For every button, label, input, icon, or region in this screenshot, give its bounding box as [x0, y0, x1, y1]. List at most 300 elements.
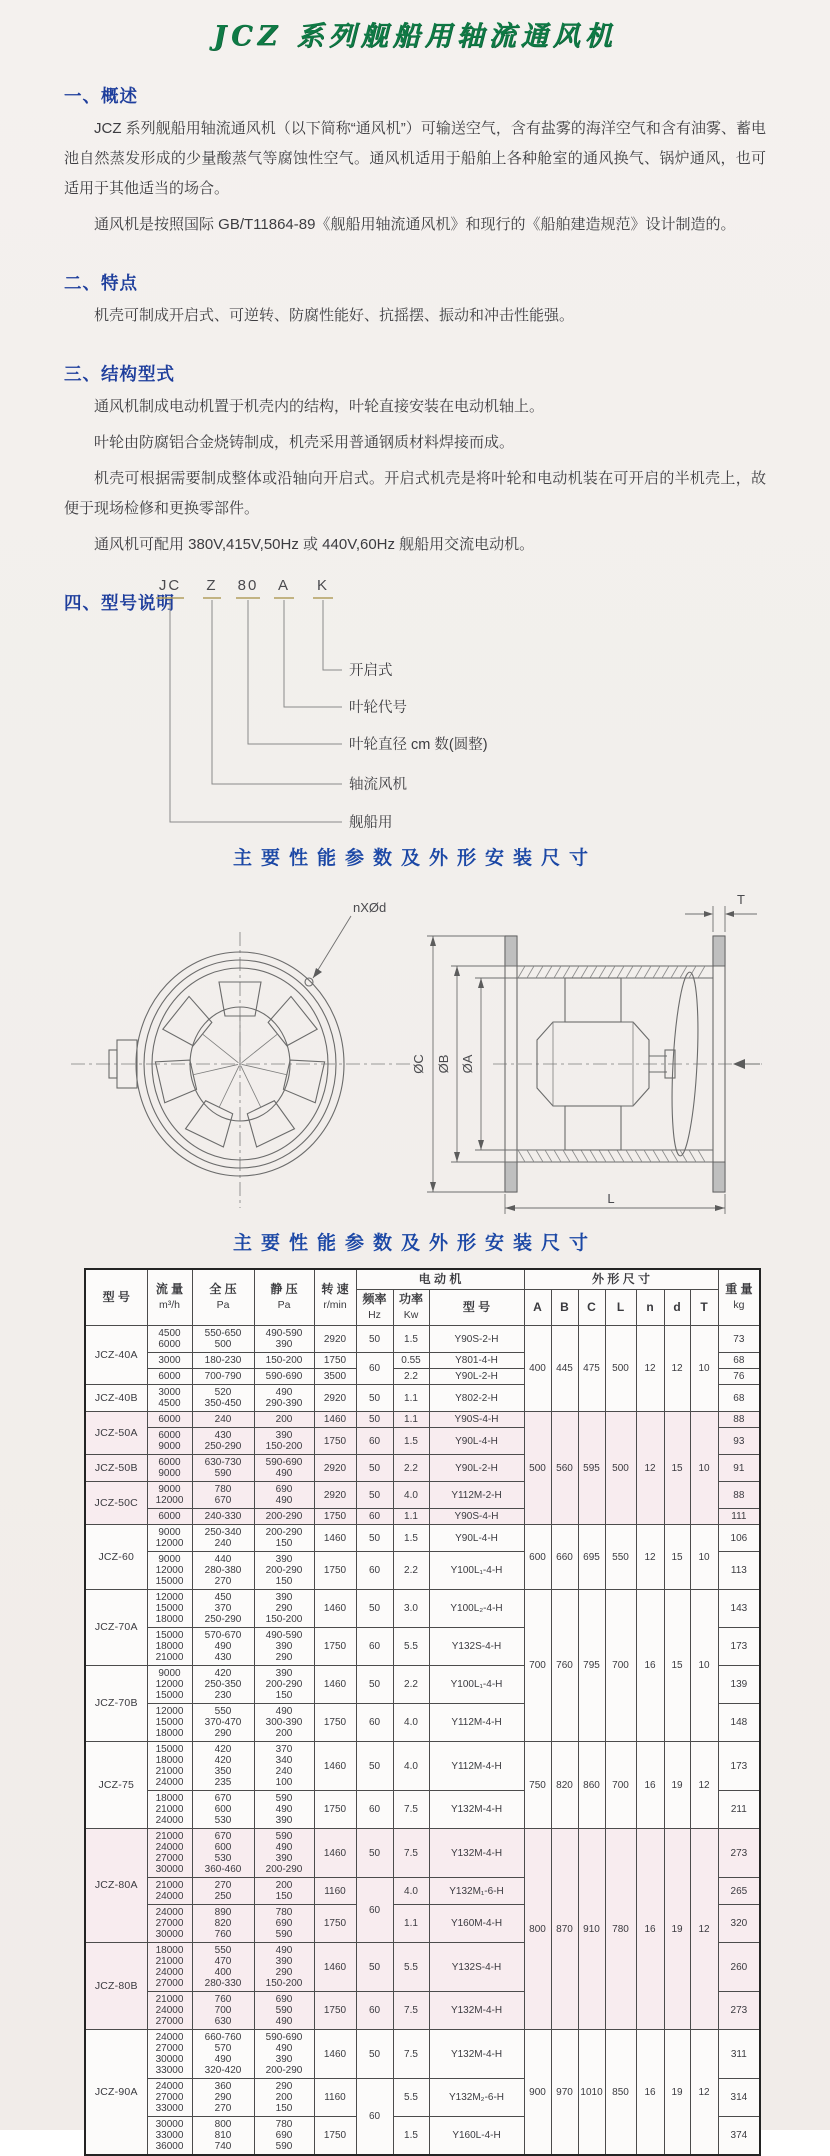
cell-static-pressure: 200-290 — [254, 1509, 314, 1525]
cell-frequency: 60 — [356, 1992, 393, 2030]
header-dim-n: n — [636, 1290, 664, 1326]
cell-weight: 173 — [718, 1628, 760, 1666]
cell-weight: 73 — [718, 1326, 760, 1353]
section-heading-structure: 三、结构型式 — [64, 364, 175, 384]
cell-dimension: 660 — [551, 1525, 578, 1590]
cell-power: 3.0 — [393, 1590, 429, 1628]
cell-power: 7.5 — [393, 1992, 429, 2030]
cell-flow: 21000 24000 27000 — [147, 1992, 192, 2030]
cell-frequency: 60 — [356, 1791, 393, 1829]
header-dim-l: L — [605, 1290, 636, 1326]
cell-speed: 1460 — [314, 1412, 356, 1428]
cell-flow: 6000 — [147, 1369, 192, 1385]
cell-static-pressure: 590-690 490 — [254, 1455, 314, 1482]
table-row — [85, 1412, 760, 1428]
model-code: A — [277, 577, 291, 594]
cell-static-pressure: 590 490 390 200-290 — [254, 1829, 314, 1878]
paragraph: 通风机制成电动机置于机壳内的结构，叶轮直接安装在电动机轴上。 — [94, 398, 545, 415]
header-flow: 流 量 m³/h — [147, 1269, 192, 1326]
header-dim-d: d — [664, 1290, 690, 1326]
model-code-label: 开启式 — [349, 663, 393, 679]
cell-motor-model: Y132M-4-H — [429, 2030, 524, 2079]
text-content — [0, 0, 830, 615]
cell-total-pressure: 570-670 490 430 — [192, 1628, 254, 1666]
cell-total-pressure: 550 470 400 280-330 — [192, 1943, 254, 1992]
cell-dimension: 795 — [578, 1590, 605, 1742]
cell-power: 7.5 — [393, 2030, 429, 2079]
cell-model: JCZ-60 — [85, 1525, 147, 1590]
model-code-diagram — [65, 552, 765, 840]
side-view — [493, 936, 762, 1192]
cell-power: 2.2 — [393, 1455, 429, 1482]
cell-flow: 6000 — [147, 1509, 192, 1525]
cell-dimension: 10 — [690, 1412, 718, 1525]
cell-weight: 374 — [718, 2117, 760, 2156]
cell-dimension: 16 — [636, 1590, 664, 1742]
motor-bracket-bottom — [565, 1106, 621, 1150]
cell-power: 1.1 — [393, 1905, 429, 1943]
cell-dimension: 12 — [636, 1326, 664, 1412]
cell-total-pressure: 520 350-450 — [192, 1385, 254, 1412]
cell-flow: 21000 24000 — [147, 1878, 192, 1905]
cell-flow: 6000 9000 — [147, 1455, 192, 1482]
cell-frequency: 50 — [356, 1943, 393, 1992]
cell-static-pressure: 780 690 590 — [254, 2117, 314, 2156]
cell-total-pressure: 450 370 250-290 — [192, 1590, 254, 1628]
cell-static-pressure: 590 490 390 — [254, 1791, 314, 1829]
model-code: 80 — [237, 577, 259, 594]
cell-static-pressure: 200 — [254, 1412, 314, 1428]
cell-motor-model: Y90S-2-H — [429, 1326, 524, 1353]
cell-static-pressure: 390 150-200 — [254, 1428, 314, 1455]
cell-dimension: 750 — [524, 1742, 551, 1829]
performance-heading-1: 主要性能参数及外形安装尺寸 — [232, 848, 597, 869]
cell-frequency: 50 — [356, 1829, 393, 1878]
cell-power: 2.2 — [393, 1369, 429, 1385]
cell-flow: 9000 12000 — [147, 1482, 192, 1509]
cell-speed: 1750 — [314, 2117, 356, 2156]
performance-table-body — [85, 1326, 760, 2156]
cell-power: 4.0 — [393, 1878, 429, 1905]
cell-dimension: 560 — [551, 1412, 578, 1525]
header-motor-group: 电 动 机 — [356, 1269, 524, 1290]
cell-motor-model: Y90L-4-H — [429, 1428, 524, 1455]
cell-power: 5.5 — [393, 1943, 429, 1992]
cell-model: JCZ-70B — [85, 1666, 147, 1742]
cell-speed: 1750 — [314, 1552, 356, 1590]
cell-static-pressure: 690 490 — [254, 1482, 314, 1509]
cell-power: 1.5 — [393, 2117, 429, 2156]
cell-weight: 106 — [718, 1525, 760, 1552]
cell-frequency: 50 — [356, 1385, 393, 1412]
cell-speed: 1750 — [314, 1905, 356, 1943]
cell-static-pressure: 590-690 490 390 200-290 — [254, 2030, 314, 2079]
header-dim-c: C — [578, 1290, 605, 1326]
cell-motor-model: Y112M-2-H — [429, 1482, 524, 1509]
header-model: 型 号 — [85, 1269, 147, 1326]
cell-frequency: 60 — [356, 1878, 393, 1943]
cell-speed: 1750 — [314, 1353, 356, 1369]
table-row — [85, 1829, 760, 1878]
cell-dimension: 860 — [578, 1742, 605, 1829]
fan-technical-drawing — [65, 874, 765, 1222]
cell-dimension: 970 — [551, 2030, 578, 2156]
cell-flow: 24000 27000 33000 — [147, 2079, 192, 2117]
cell-weight: 68 — [718, 1353, 760, 1369]
cell-static-pressure: 290 200 150 — [254, 2079, 314, 2117]
paragraph: 通风机是按照国际 GB/T11864-89《舰船用轴流通风机》和现行的《船舶建造规范》设计制造的。 — [94, 216, 736, 233]
cell-weight: 148 — [718, 1704, 760, 1742]
dimension-label-t: T — [737, 892, 745, 907]
cell-static-pressure: 780 690 590 — [254, 1905, 314, 1943]
bolt-hole-marker — [305, 978, 313, 986]
cell-motor-model: Y132S-4-H — [429, 1628, 524, 1666]
cell-weight: 88 — [718, 1482, 760, 1509]
cell-flow: 6000 — [147, 1412, 192, 1428]
cell-speed: 1460 — [314, 1742, 356, 1791]
cell-dimension: 12 — [664, 1326, 690, 1412]
cell-speed: 1750 — [314, 1791, 356, 1829]
cell-dimension: 820 — [551, 1742, 578, 1829]
bolt-hole-label: nXØd — [353, 900, 387, 915]
cell-power: 1.1 — [393, 1412, 429, 1428]
header-dim-a: A — [524, 1290, 551, 1326]
cell-static-pressure: 200-290 150 — [254, 1525, 314, 1552]
performance-table — [84, 1268, 761, 2156]
cell-motor-model: Y90L-2-H — [429, 1455, 524, 1482]
cell-power: 4.0 — [393, 1704, 429, 1742]
cell-frequency: 50 — [356, 1412, 393, 1428]
cell-frequency: 50 — [356, 1525, 393, 1552]
table-row — [85, 1326, 760, 1353]
cell-motor-model: Y132M-4-H — [429, 1829, 524, 1878]
table-row — [85, 2030, 760, 2079]
table-row — [85, 1742, 760, 1791]
cell-total-pressure: 780 670 — [192, 1482, 254, 1509]
cell-total-pressure: 240-330 — [192, 1509, 254, 1525]
cell-dimension: 19 — [664, 2030, 690, 2156]
cell-speed: 1460 — [314, 1829, 356, 1878]
cell-speed: 1750 — [314, 1992, 356, 2030]
dimension-lines — [411, 892, 757, 1214]
model-code-label: 轴流风机 — [349, 777, 407, 793]
cell-dimension: 900 — [524, 2030, 551, 2156]
cell-power: 2.2 — [393, 1552, 429, 1590]
cell-dimension: 500 — [605, 1412, 636, 1525]
model-codes — [156, 577, 333, 598]
cell-power: 1.5 — [393, 1428, 429, 1455]
cell-motor-model: Y132S-4-H — [429, 1943, 524, 1992]
cell-model: JCZ-40B — [85, 1385, 147, 1412]
cell-motor-model: Y100L₂-4-H — [429, 1590, 524, 1628]
table-header — [85, 1269, 760, 1326]
cell-total-pressure: 660-760 570 490 320-420 — [192, 2030, 254, 2079]
cell-weight: 173 — [718, 1742, 760, 1791]
cell-total-pressure: 360 290 270 — [192, 2079, 254, 2117]
dimension-label-dia-b: ØB — [436, 1054, 451, 1074]
cell-dimension: 10 — [690, 1326, 718, 1412]
cell-speed: 3500 — [314, 1369, 356, 1385]
cell-model: JCZ-90A — [85, 2030, 147, 2156]
cell-total-pressure: 800 810 740 — [192, 2117, 254, 2156]
cell-speed: 1460 — [314, 1666, 356, 1704]
cell-total-pressure: 440 280-380 270 — [192, 1552, 254, 1590]
cell-static-pressure: 690 590 490 — [254, 1992, 314, 2030]
cell-dimension: 15 — [664, 1590, 690, 1742]
header-dim-t: T — [690, 1290, 718, 1326]
cell-total-pressure: 630-730 590 — [192, 1455, 254, 1482]
cell-total-pressure: 890 820 760 — [192, 1905, 254, 1943]
cell-dimension: 910 — [578, 1829, 605, 2030]
cell-dimension: 800 — [524, 1829, 551, 2030]
cell-total-pressure: 240 — [192, 1412, 254, 1428]
cell-frequency: 60 — [356, 1353, 393, 1385]
cell-static-pressure: 390 200-290 150 — [254, 1666, 314, 1704]
cell-speed: 1160 — [314, 2079, 356, 2117]
cell-motor-model: Y160L-4-H — [429, 2117, 524, 2156]
cell-total-pressure: 550 370-470 290 — [192, 1704, 254, 1742]
cell-static-pressure: 490-590 390 290 — [254, 1628, 314, 1666]
header-motor-model: 型 号 — [429, 1290, 524, 1326]
cell-dimension: 19 — [664, 1742, 690, 1829]
cell-total-pressure: 420 250-350 230 — [192, 1666, 254, 1704]
cell-motor-model: Y132M-4-H — [429, 1992, 524, 2030]
leader-lines — [170, 600, 342, 822]
cell-power: 1.1 — [393, 1509, 429, 1525]
cell-model: JCZ-80B — [85, 1943, 147, 2030]
cell-motor-model: Y801-4-H — [429, 1353, 524, 1369]
cell-motor-model: Y112M-4-H — [429, 1704, 524, 1742]
cell-motor-model: Y100L₁-4-H — [429, 1666, 524, 1704]
cell-dimension: 600 — [524, 1525, 551, 1590]
cell-static-pressure: 150-200 — [254, 1353, 314, 1369]
cell-static-pressure: 390 200-290 150 — [254, 1552, 314, 1590]
cell-power: 4.0 — [393, 1742, 429, 1791]
cell-frequency: 50 — [356, 1482, 393, 1509]
cell-dimension: 16 — [636, 1829, 664, 2030]
cell-dimension: 12 — [636, 1412, 664, 1525]
blade-profile — [668, 971, 702, 1156]
cell-speed: 1750 — [314, 1628, 356, 1666]
section-heading-overview: 一、概述 — [64, 86, 138, 106]
cell-frequency: 50 — [356, 2030, 393, 2079]
cell-frequency: 60 — [356, 1552, 393, 1590]
paragraph: 叶轮由防腐铝合金烧铸制成，机壳采用普通钢质材料焊接而成。 — [94, 434, 515, 451]
cell-motor-model: Y90S-4-H — [429, 1412, 524, 1428]
cell-flow: 9000 12000 — [147, 1525, 192, 1552]
cell-weight: 93 — [718, 1428, 760, 1455]
cell-motor-model: Y90L-2-H — [429, 1369, 524, 1385]
cell-motor-model: Y132M₂-6-H — [429, 2079, 524, 2117]
cell-model: JCZ-50A — [85, 1412, 147, 1455]
cell-dimension: 1010 — [578, 2030, 605, 2156]
cell-model: JCZ-80A — [85, 1829, 147, 1943]
cell-frequency: 60 — [356, 2079, 393, 2156]
cell-speed: 2920 — [314, 1455, 356, 1482]
cell-flow: 30000 33000 36000 — [147, 2117, 192, 2156]
cell-dimension: 700 — [605, 1590, 636, 1742]
cell-motor-model: Y132M₁-6-H — [429, 1878, 524, 1905]
cell-speed: 1750 — [314, 1704, 356, 1742]
performance-heading-2: 主要性能参数及外形安装尺寸 — [232, 1233, 597, 1254]
cell-weight: 68 — [718, 1385, 760, 1412]
cell-weight: 76 — [718, 1369, 760, 1385]
cell-power: 2.2 — [393, 1666, 429, 1704]
cell-dimension: 695 — [578, 1525, 605, 1590]
model-code-label: 叶轮代号 — [349, 700, 407, 716]
cell-weight: 91 — [718, 1455, 760, 1482]
header-dims-group: 外 形 尺 寸 — [524, 1269, 718, 1290]
model-code-label: 叶轮直径 cm 数(圆整) — [349, 737, 488, 753]
cell-power: 7.5 — [393, 1829, 429, 1878]
cell-dimension: 16 — [636, 2030, 664, 2156]
cell-total-pressure: 550-650 500 — [192, 1326, 254, 1353]
cell-static-pressure: 390 290 150-200 — [254, 1590, 314, 1628]
cell-speed: 1750 — [314, 1509, 356, 1525]
dimension-label-l: L — [607, 1191, 615, 1206]
cell-flow: 4500 6000 — [147, 1326, 192, 1353]
cell-frequency: 60 — [356, 1628, 393, 1666]
cell-flow: 9000 12000 15000 — [147, 1552, 192, 1590]
cell-weight: 111 — [718, 1509, 760, 1525]
cell-weight: 139 — [718, 1666, 760, 1704]
header-frequency: 频率 Hz — [356, 1290, 393, 1326]
cell-total-pressure: 430 250-290 — [192, 1428, 254, 1455]
cell-speed: 2920 — [314, 1385, 356, 1412]
paragraph: 机壳可根据需要制成整体或沿轴向开启式。开启式机壳是将叶轮和电动机装在可开启的半机壳上，故便于现场检修和更换零部件。 — [64, 470, 766, 517]
cell-speed: 1460 — [314, 1590, 356, 1628]
cell-dimension: 10 — [690, 1590, 718, 1742]
cell-motor-model: Y90S-4-H — [429, 1509, 524, 1525]
cell-flow: 15000 18000 21000 — [147, 1628, 192, 1666]
cell-flow: 6000 9000 — [147, 1428, 192, 1455]
model-code-label: 舰船用 — [349, 815, 393, 831]
cell-total-pressure: 180-230 — [192, 1353, 254, 1369]
paragraph: 机壳可制成开启式、可逆转、防腐性能好、抗摇摆、振动和冲击性能强。 — [94, 307, 575, 324]
cell-speed: 2920 — [314, 1326, 356, 1353]
cell-frequency: 60 — [356, 1428, 393, 1455]
cell-speed: 1460 — [314, 1943, 356, 1992]
cell-static-pressure: 490 390 290 150-200 — [254, 1943, 314, 1992]
cell-motor-model: Y90L-4-H — [429, 1525, 524, 1552]
cell-power: 1.5 — [393, 1326, 429, 1353]
cell-total-pressure: 760 700 630 — [192, 1992, 254, 2030]
cell-frequency: 60 — [356, 1509, 393, 1525]
cell-frequency: 50 — [356, 1326, 393, 1353]
cell-static-pressure: 490 290-390 — [254, 1385, 314, 1412]
cell-flow: 12000 15000 18000 — [147, 1704, 192, 1742]
cell-dimension: 15 — [664, 1412, 690, 1525]
cell-frequency: 60 — [356, 1704, 393, 1742]
cell-power: 1.5 — [393, 1525, 429, 1552]
cell-dimension: 780 — [605, 1829, 636, 2030]
cell-dimension: 500 — [605, 1326, 636, 1412]
cell-weight: 260 — [718, 1943, 760, 1992]
cell-dimension: 475 — [578, 1326, 605, 1412]
cell-speed: 1750 — [314, 1428, 356, 1455]
cell-weight: 273 — [718, 1992, 760, 2030]
cell-speed: 1460 — [314, 1525, 356, 1552]
cell-dimension: 400 — [524, 1326, 551, 1412]
header-dim-b: B — [551, 1290, 578, 1326]
cell-total-pressure: 670 600 530 — [192, 1791, 254, 1829]
cell-weight: 273 — [718, 1829, 760, 1878]
cell-dimension: 12 — [690, 1742, 718, 1829]
cell-speed: 1460 — [314, 2030, 356, 2079]
cell-static-pressure: 370 340 240 100 — [254, 1742, 314, 1791]
front-view — [71, 900, 413, 1208]
header-weight: 重 量 kg — [718, 1269, 760, 1326]
model-code: Z — [206, 577, 218, 594]
cell-flow: 24000 27000 30000 — [147, 1905, 192, 1943]
cell-power: 1.1 — [393, 1385, 429, 1412]
cell-flow: 3000 4500 — [147, 1385, 192, 1412]
cell-weight: 143 — [718, 1590, 760, 1628]
cell-model: JCZ-70A — [85, 1590, 147, 1666]
cell-frequency: 50 — [356, 1666, 393, 1704]
cell-flow: 18000 21000 24000 27000 — [147, 1943, 192, 1992]
paragraph: JCZ 系列舰船用轴流通风机（以下简称“通风机”）可输送空气，含有盐雾的海洋空气和含有油雾、蓄电池自然蒸发形成的少量酸蒸气等腐蚀性空气。通风机适用于船舶上各种舱室的通风换气、锅炉通风，也可适用于其他适当的场合。 — [64, 120, 766, 197]
cell-weight: 265 — [718, 1878, 760, 1905]
cell-dimension: 10 — [690, 1525, 718, 1590]
cell-speed: 2920 — [314, 1482, 356, 1509]
cell-dimension: 500 — [524, 1412, 551, 1525]
cell-motor-model: Y802-2-H — [429, 1385, 524, 1412]
header-speed: 转 速 r/min — [314, 1269, 356, 1326]
model-code-labels — [349, 662, 488, 831]
cell-dimension: 16 — [636, 1742, 664, 1829]
cell-weight: 88 — [718, 1412, 760, 1428]
cell-flow: 12000 15000 18000 — [147, 1590, 192, 1628]
cell-static-pressure: 200 150 — [254, 1878, 314, 1905]
cell-flow: 21000 24000 27000 30000 — [147, 1829, 192, 1878]
motor-bracket-top — [565, 978, 621, 1022]
cell-total-pressure: 270 250 — [192, 1878, 254, 1905]
cell-dimension: 850 — [605, 2030, 636, 2156]
cell-weight: 311 — [718, 2030, 760, 2079]
cell-static-pressure: 490-590 390 — [254, 1326, 314, 1353]
cell-model: JCZ-75 — [85, 1742, 147, 1829]
cell-dimension: 700 — [605, 1742, 636, 1829]
header-power: 功率 Kw — [393, 1290, 429, 1326]
section-heading-features: 二、特点 — [64, 273, 138, 293]
cell-dimension: 870 — [551, 1829, 578, 2030]
cell-weight: 314 — [718, 2079, 760, 2117]
cell-frequency: 50 — [356, 1742, 393, 1791]
cell-motor-model: Y132M-4-H — [429, 1791, 524, 1829]
header-static-pressure: 静 压 Pa — [254, 1269, 314, 1326]
cell-dimension: 15 — [664, 1525, 690, 1590]
cell-flow: 24000 27000 30000 33000 — [147, 2030, 192, 2079]
cell-static-pressure: 490 300-390 200 — [254, 1704, 314, 1742]
cell-weight: 211 — [718, 1791, 760, 1829]
cell-total-pressure: 700-790 — [192, 1369, 254, 1385]
header-total-pressure: 全 压 Pa — [192, 1269, 254, 1326]
cell-power: 5.5 — [393, 2079, 429, 2117]
cell-power: 4.0 — [393, 1482, 429, 1509]
model-code: JC — [158, 577, 182, 594]
cell-total-pressure: 670 600 530 360-460 — [192, 1829, 254, 1878]
cell-motor-model: Y112M-4-H — [429, 1742, 524, 1791]
cell-frequency: 50 — [356, 1590, 393, 1628]
cell-flow: 18000 21000 24000 — [147, 1791, 192, 1829]
cell-speed: 1160 — [314, 1878, 356, 1905]
cell-dimension: 595 — [578, 1412, 605, 1525]
cell-motor-model: Y100L₁-4-H — [429, 1552, 524, 1590]
cell-dimension: 550 — [605, 1525, 636, 1590]
cell-power: 0.55 — [393, 1353, 429, 1369]
model-code: K — [316, 577, 330, 594]
